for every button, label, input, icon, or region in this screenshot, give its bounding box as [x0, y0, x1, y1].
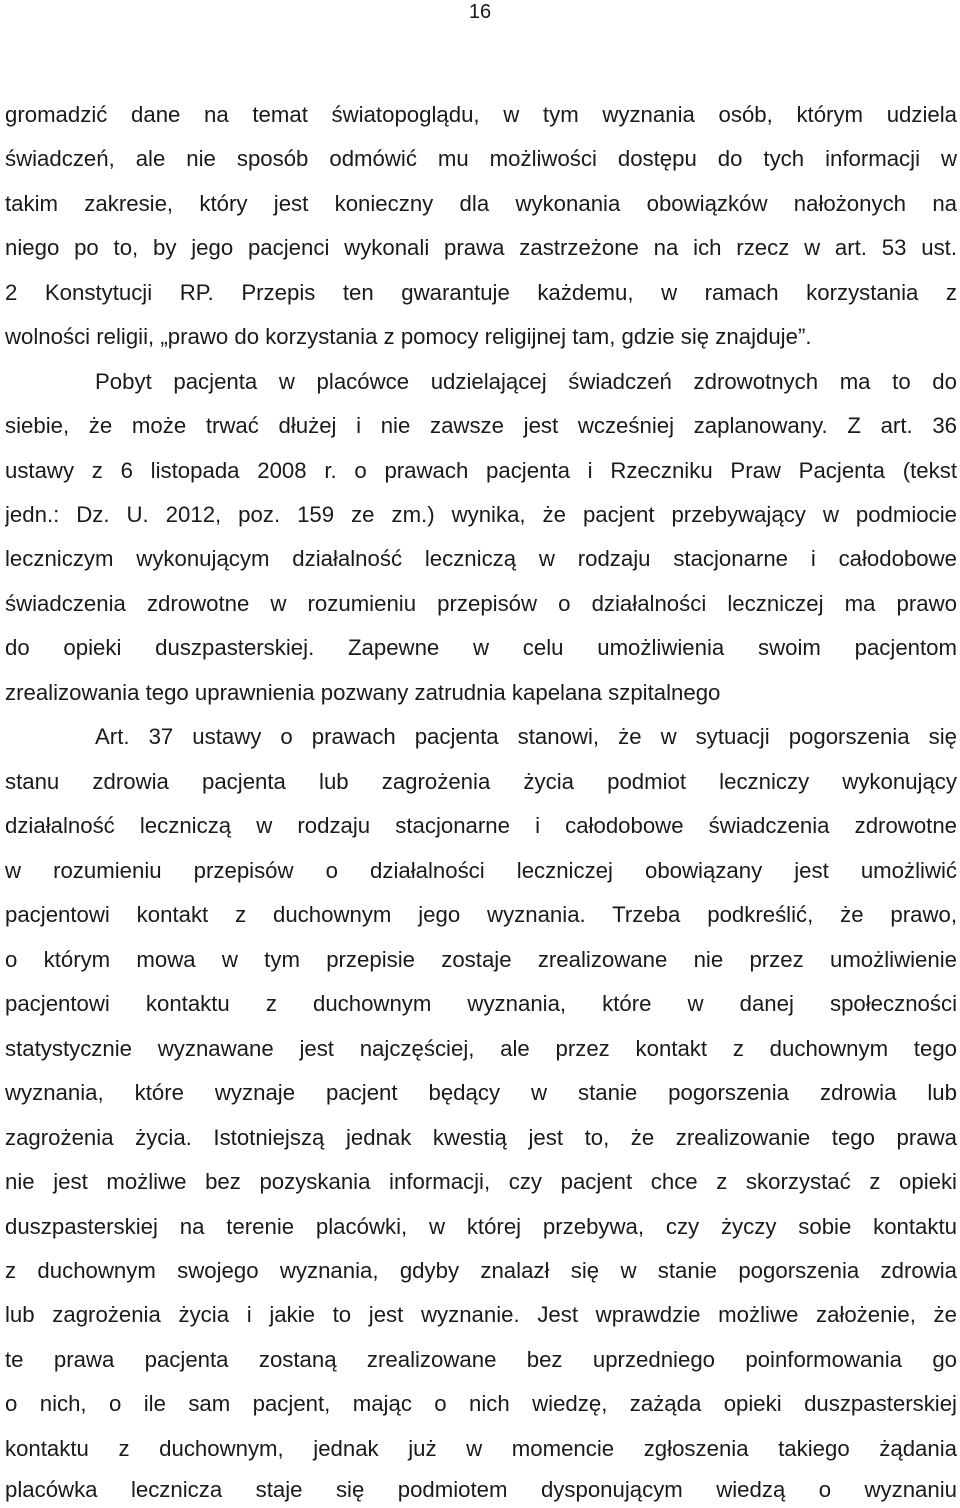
text-line: pacjentowi kontakt z duchownym jego wyznania. Trzeba podkreślić, że prawo,	[5, 902, 957, 927]
paragraph-first-line: Pobyt pacjenta w placówce udzielającej świadczeń zdrowotnych ma to do	[95, 369, 957, 394]
text-line: zagrożenia życia. Istotniejszą jednak kwestią jest to, że zrealizowanie tego prawa	[5, 1125, 957, 1150]
text-line: niego po to, by jego pacjenci wykonali prawa zastrzeżone na ich rzecz w art. 53 ust.	[5, 235, 957, 260]
text-line: o nich, o ile sam pacjent, mając o nich wiedzę, zażąda opieki duszpasterskiej	[5, 1391, 957, 1416]
text-line: w rozumieniu przepisów o działalności leczniczej obowiązany jest umożliwić	[5, 858, 957, 883]
text-line: ustawy z 6 listopada 2008 r. o prawach pacjenta i Rzeczniku Praw Pacjenta (tekst	[5, 458, 957, 483]
text-line: duszpasterskiej na terenie placówki, w której przebywa, czy życzy sobie kontaktu	[5, 1214, 957, 1239]
text-line: o którym mowa w tym przepisie zostaje zrealizowane nie przez umożliwienie	[5, 947, 957, 972]
text-line: lub zagrożenia życia i jakie to jest wyznanie. Jest wprawdzie możliwe założenie, że	[5, 1302, 957, 1327]
text-line: stanu zdrowia pacjenta lub zagrożenia życia podmiot leczniczy wykonujący	[5, 769, 957, 794]
text-line: pacjentowi kontaktu z duchownym wyznania, które w danej społeczności	[5, 991, 957, 1016]
text-line: placówka lecznicza staje się podmiotem dysponującym wiedzą o wyznaniu	[5, 1477, 957, 1502]
page-number: 16	[468, 1, 492, 23]
text-line: z duchownym swojego wyznania, gdyby znalazł się w stanie pogorszenia zdrowia	[5, 1258, 957, 1283]
text-line: takim zakresie, który jest konieczny dla wykonania obowiązków nałożonych na	[5, 191, 957, 216]
text-line: świadczenia zdrowotne w rozumieniu przepisów o działalności leczniczej ma prawo	[5, 591, 957, 616]
text-line: statystycznie wyznawane jest najczęściej, ale przez kontakt z duchownym tego	[5, 1036, 957, 1061]
text-line: jedn.: Dz. U. 2012, poz. 159 ze zm.) wynika, że pacjent przebywający w podmiocie	[5, 502, 957, 527]
text-line: działalność leczniczą w rodzaju stacjonarne i całodobowe świadczenia zdrowotne	[5, 813, 957, 838]
text-line: 2 Konstytucji RP. Przepis ten gwarantuje każdemu, w ramach korzystania z	[5, 280, 957, 305]
text-line: do opieki duszpasterskiej. Zapewne w celu umożliwienia swoim pacjentom	[5, 635, 957, 660]
text-line: siebie, że może trwać dłużej i nie zawsze jest wcześniej zaplanowany. Z art. 36	[5, 413, 957, 438]
text-line: zrealizowania tego uprawnienia pozwany zatrudnia kapelana szpitalnego	[5, 680, 721, 705]
text-line: kontaktu z duchownym, jednak już w momencie zgłoszenia takiego żądania	[5, 1436, 957, 1461]
text-line: świadczeń, ale nie sposób odmówić mu możliwości dostępu do tych informacji w	[5, 146, 957, 171]
paragraph-first-line: Art. 37 ustawy o prawach pacjenta stanowi, że w sytuacji pogorszenia się	[95, 724, 957, 749]
text-line: wyznania, które wyznaje pacjent będący w stanie pogorszenia zdrowia lub	[5, 1080, 957, 1105]
text-line: gromadzić dane na temat światopoglądu, w tym wyznania osób, którym udziela	[5, 102, 957, 127]
text-line: te prawa pacjenta zostaną zrealizowane bez uprzedniego poinformowania go	[5, 1347, 957, 1372]
text-line: leczniczym wykonującym działalność leczniczą w rodzaju stacjonarne i całodobowe	[5, 546, 957, 571]
text-line: wolności religii, „prawo do korzystania z pomocy religijnej tam, gdzie się znajduje”.	[5, 324, 812, 349]
text-line: nie jest możliwe bez pozyskania informacji, czy pacjent chce z skorzystać z opieki	[5, 1169, 957, 1194]
